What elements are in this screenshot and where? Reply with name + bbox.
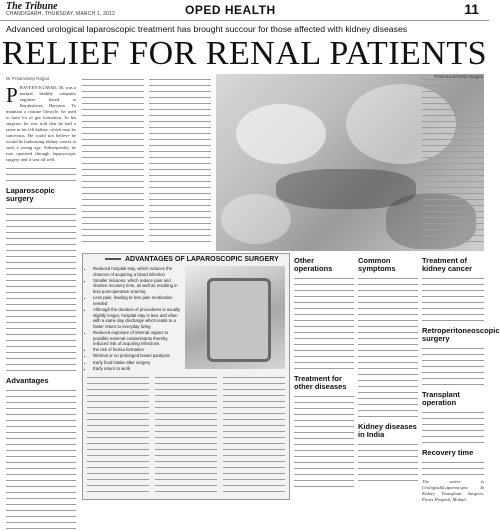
article-subhead: Advanced urological laparoscopic treatment has brought succour for those affected with kidney diseases xyxy=(6,24,408,34)
page-number: 11 xyxy=(464,1,479,17)
advantages-list xyxy=(87,266,183,372)
heading-advantages: Advantages xyxy=(6,376,49,385)
list-item: • Minimal or no prolonged bowel paralysis xyxy=(93,353,183,359)
list-item: • Early food intake after surgery xyxy=(93,360,183,366)
heading-kidney-diseases-india: Kidney diseases in India xyxy=(358,422,417,439)
dropcap: P xyxy=(6,83,18,107)
heading-common-symptoms: Common symptoms xyxy=(358,256,396,273)
list-item: • Smaller incisions, which reduce pain and shorten recovery time, as well as resulting in less post-operative scarring xyxy=(93,278,183,295)
column-4 xyxy=(358,253,418,498)
column-2 xyxy=(82,76,144,252)
newspaper-logo: The Tribune xyxy=(6,1,58,12)
box-body-text xyxy=(87,374,285,496)
advantages-box xyxy=(82,253,290,500)
masthead xyxy=(0,0,489,21)
heading-retroperitoneoscopic: Retroperitoneoscopic surgery xyxy=(422,326,500,343)
author-note: The writer is Urologist&Laparoscopic & Kidney Transplant Surgeon, Fortis Hospital, Mohali. xyxy=(422,479,484,502)
heading-other-operations: Other operations xyxy=(294,256,333,273)
section-title xyxy=(185,3,276,17)
list-item: • Reduced hospital stay, which reduces the chances of acquiring a blood infection xyxy=(93,266,183,277)
heading-treatment-kidney-cancer: Treatment of kidney cancer xyxy=(422,256,473,273)
advantages-box-title: ADVANTAGES OF LAPAROSCOPIC SURGERY xyxy=(83,256,289,263)
list-item: • Reduced exposure of internal organs to possible external contaminants thereby reduced risk of acquiring infections xyxy=(93,330,183,347)
heading-transplant-operation: Transplant operation xyxy=(422,390,460,407)
column-5-lower xyxy=(422,253,500,502)
column-2b xyxy=(149,76,211,252)
photo-credit: Thinkstock/Getty Images xyxy=(433,74,483,79)
heading-laparoscopic-surgery: Laparoscopic surgery xyxy=(6,186,55,203)
heading-treatment-other-diseases: Treatment for other diseases xyxy=(294,374,347,391)
dateline: CHANDIGARH, THURSDAY, MARCH 1, 2012 xyxy=(6,11,115,17)
section-health: HEALTH xyxy=(224,3,276,17)
byline: Dr Pritamdeep Rajput xyxy=(6,76,50,81)
list-item: • Less pain, leading to less pain medication needed xyxy=(93,295,183,306)
lead-paragraph: RAVEEN KUMAR, 36, was a normal, healthy computer engineer based at Kurukshetra, Haryana. To maintain a routine lifestyle, he used to have lot of gas formation. To his surprise, he was told that he had a stone in his left kidney, which may be cancerous. He could not believe he would be harbouring kidney cancer at such a young age. Subsequently, he was operated through laparoscopic surgery and it was all well. xyxy=(6,85,76,162)
section-oped: OPED xyxy=(185,3,222,17)
heading-recovery-time: Recovery time xyxy=(422,448,474,457)
laparoscopic-tool-photo xyxy=(185,266,285,369)
article-headline: RELIEF FOR RENAL PATIENTS xyxy=(1,35,488,72)
list-item: • Although the duration of procedures is usually slightly longer, hospital stay is less and often with a same day discharge which leads to a faster return to everyday living xyxy=(93,307,183,329)
list-item: • Early return to work xyxy=(93,366,183,372)
column-1 xyxy=(6,76,76,498)
list-item: • the risk of hernia formation xyxy=(93,347,183,353)
column-3 xyxy=(294,253,354,498)
